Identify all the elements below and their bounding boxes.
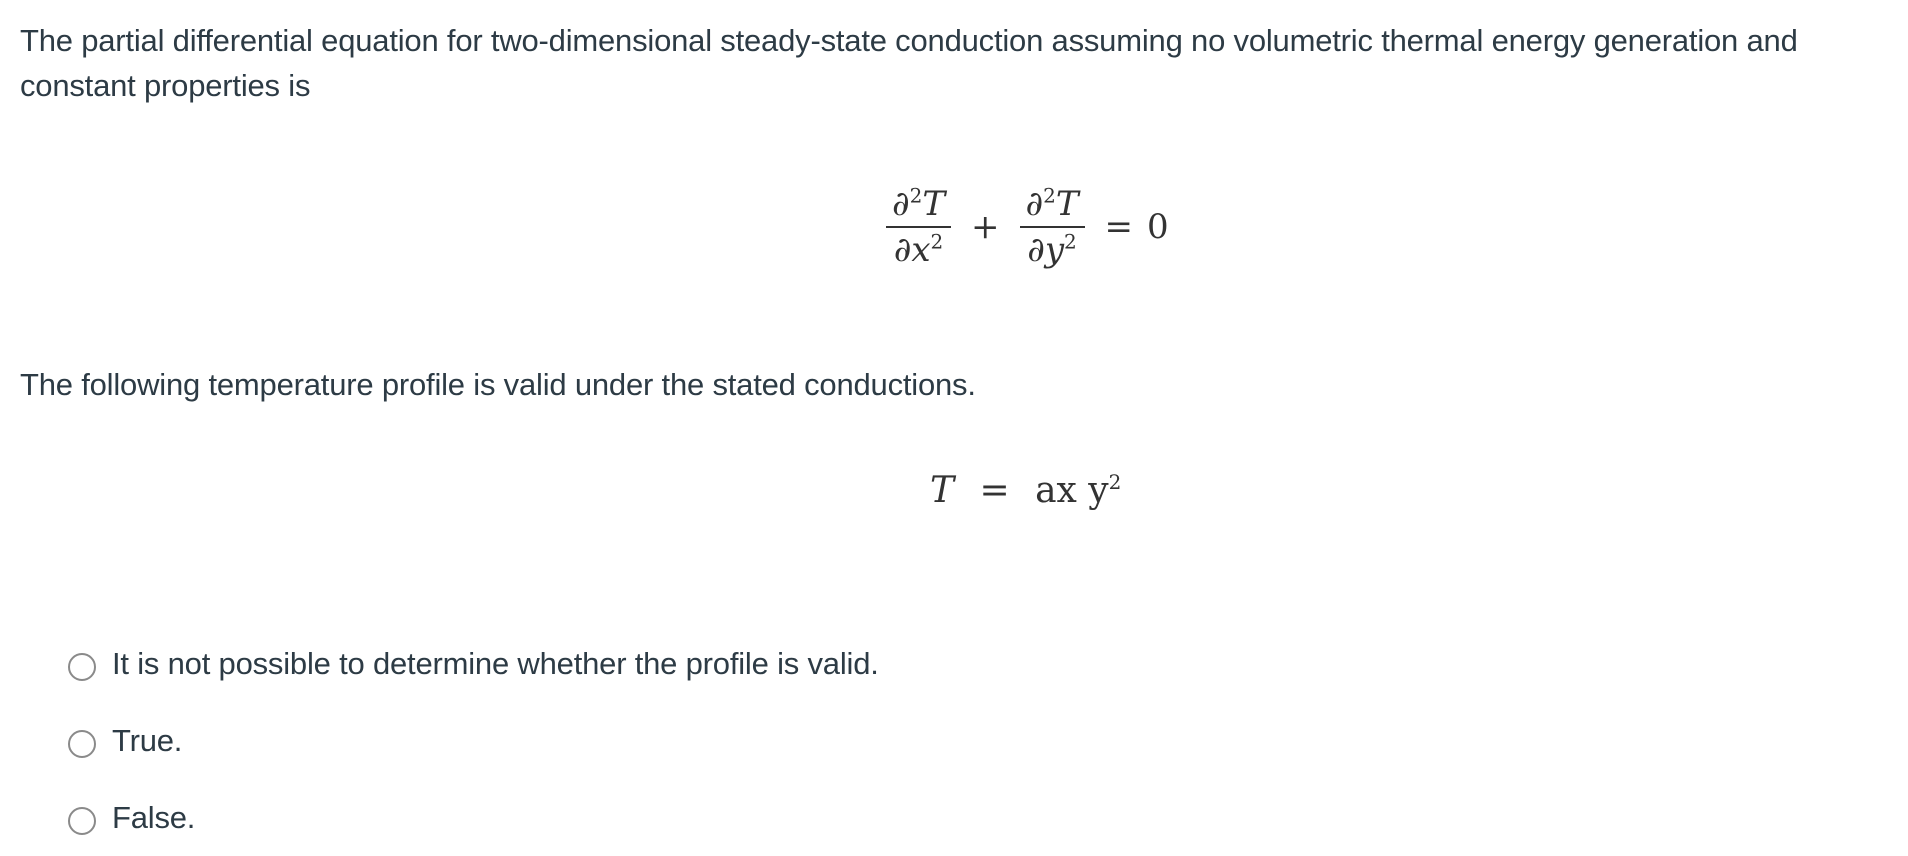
plus-operator: + (971, 207, 1000, 247)
fraction-d2t-dx2: $\frac{\partial^2T}{\partial x^2}$ (886, 182, 951, 272)
heat-equation (880, 172, 1169, 282)
answer-option-false[interactable] (68, 779, 879, 856)
fraction-d2t-dy2: $\frac{\partial^2T}{\partial y^2}$ (1020, 182, 1085, 272)
radio-button[interactable] (68, 807, 96, 835)
answer-option-cannot-determine[interactable] (68, 625, 879, 702)
answer-label: False. (112, 799, 196, 835)
question-prompt: The partial differential equation for two-dimensional steady-state conduction assuming no volumetric thermal energy generation and constant properties is (20, 23, 1798, 103)
answer-label: It is not possible to determine whether the profile is valid. (112, 645, 879, 681)
radio-button[interactable] (68, 653, 96, 681)
radio-button[interactable] (68, 730, 96, 758)
question-statement: The following temperature profile is valid under the stated conductions. (20, 367, 976, 402)
question-prompt-container (20, 0, 1890, 108)
answer-option-true[interactable] (68, 702, 879, 779)
temperature-profile-equation: T = ax $y^2$ (930, 470, 1122, 511)
equation-rhs: 0 (1147, 207, 1169, 247)
answer-options (68, 625, 879, 856)
equals-operator: = (1104, 207, 1134, 247)
answer-label: True. (112, 722, 183, 758)
